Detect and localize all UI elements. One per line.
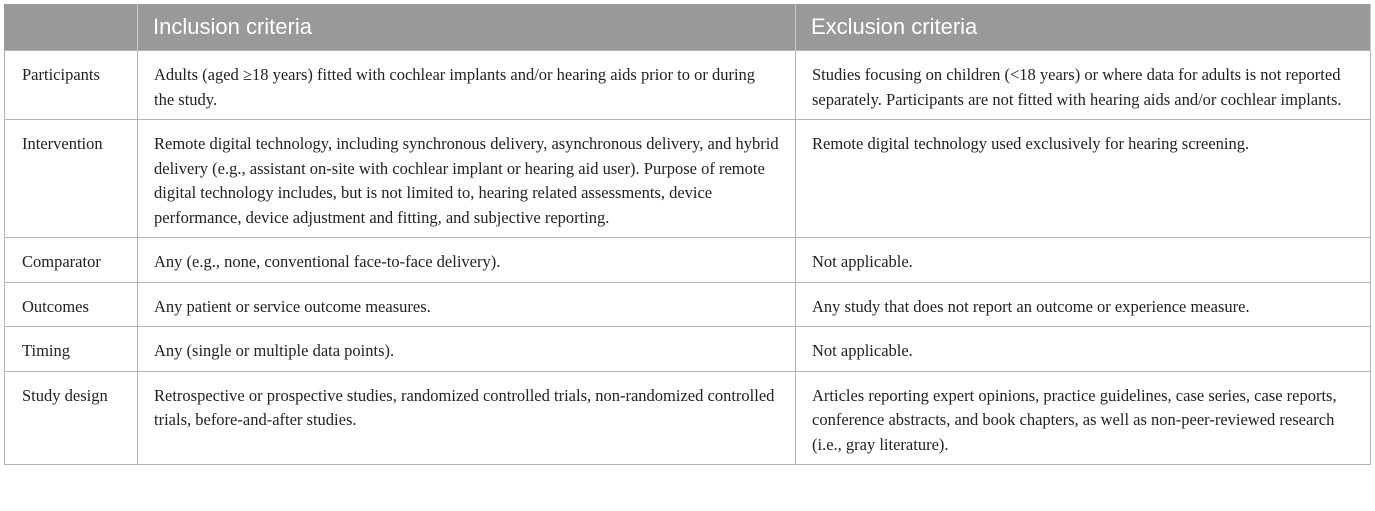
row-label-intervention: Intervention: [5, 120, 138, 238]
row-label-comparator: Comparator: [5, 238, 138, 283]
exclusion-cell: Any study that does not report an outcome or experience measure.: [796, 282, 1371, 327]
criteria-table-container: [4, 4, 1370, 465]
table-row: [5, 327, 1371, 372]
exclusion-cell: Studies focusing on children (<18 years) or where data for adults is not reported separately. Participants are not fitted with hearing aids and/or cochlear implants.: [796, 51, 1371, 120]
inclusion-cell: Any (single or multiple data points).: [138, 327, 796, 372]
table-header-row: [5, 4, 1371, 51]
header-exclusion-criteria: Exclusion criteria: [796, 4, 1371, 51]
table-row: [5, 120, 1371, 238]
exclusion-cell: Articles reporting expert opinions, practice guidelines, case series, case reports, conference abstracts, and book chapters, as well as non-peer-reviewed research (i.e., gray literature).: [796, 371, 1371, 465]
row-label-timing: Timing: [5, 327, 138, 372]
table-row: [5, 371, 1371, 465]
header-inclusion-criteria: Inclusion criteria: [138, 4, 796, 51]
inclusion-cell: Retrospective or prospective studies, randomized controlled trials, non-randomized controlled trials, before-and-after studies.: [138, 371, 796, 465]
inclusion-cell: Remote digital technology, including synchronous delivery, asynchronous delivery, and hybrid delivery (e.g., assistant on-site with cochlear implant or hearing aid user). Purpose of remote digital technology includes, but is not limited to, hearing related assessments, device performance, device adjustment and fitting, and subjective reporting.: [138, 120, 796, 238]
inclusion-cell: Any patient or service outcome measures.: [138, 282, 796, 327]
criteria-table: [4, 4, 1371, 465]
table-row: [5, 238, 1371, 283]
row-label-outcomes: Outcomes: [5, 282, 138, 327]
exclusion-cell: Not applicable.: [796, 238, 1371, 283]
inclusion-cell: Any (e.g., none, conventional face-to-face delivery).: [138, 238, 796, 283]
row-label-participants: Participants: [5, 51, 138, 120]
table-row: [5, 282, 1371, 327]
header-row-label: [5, 4, 138, 51]
row-label-study-design: Study design: [5, 371, 138, 465]
exclusion-cell: Remote digital technology used exclusively for hearing screening.: [796, 120, 1371, 238]
inclusion-cell: Adults (aged ≥18 years) fitted with cochlear implants and/or hearing aids prior to or during the study.: [138, 51, 796, 120]
table-row: [5, 51, 1371, 120]
exclusion-cell: Not applicable.: [796, 327, 1371, 372]
